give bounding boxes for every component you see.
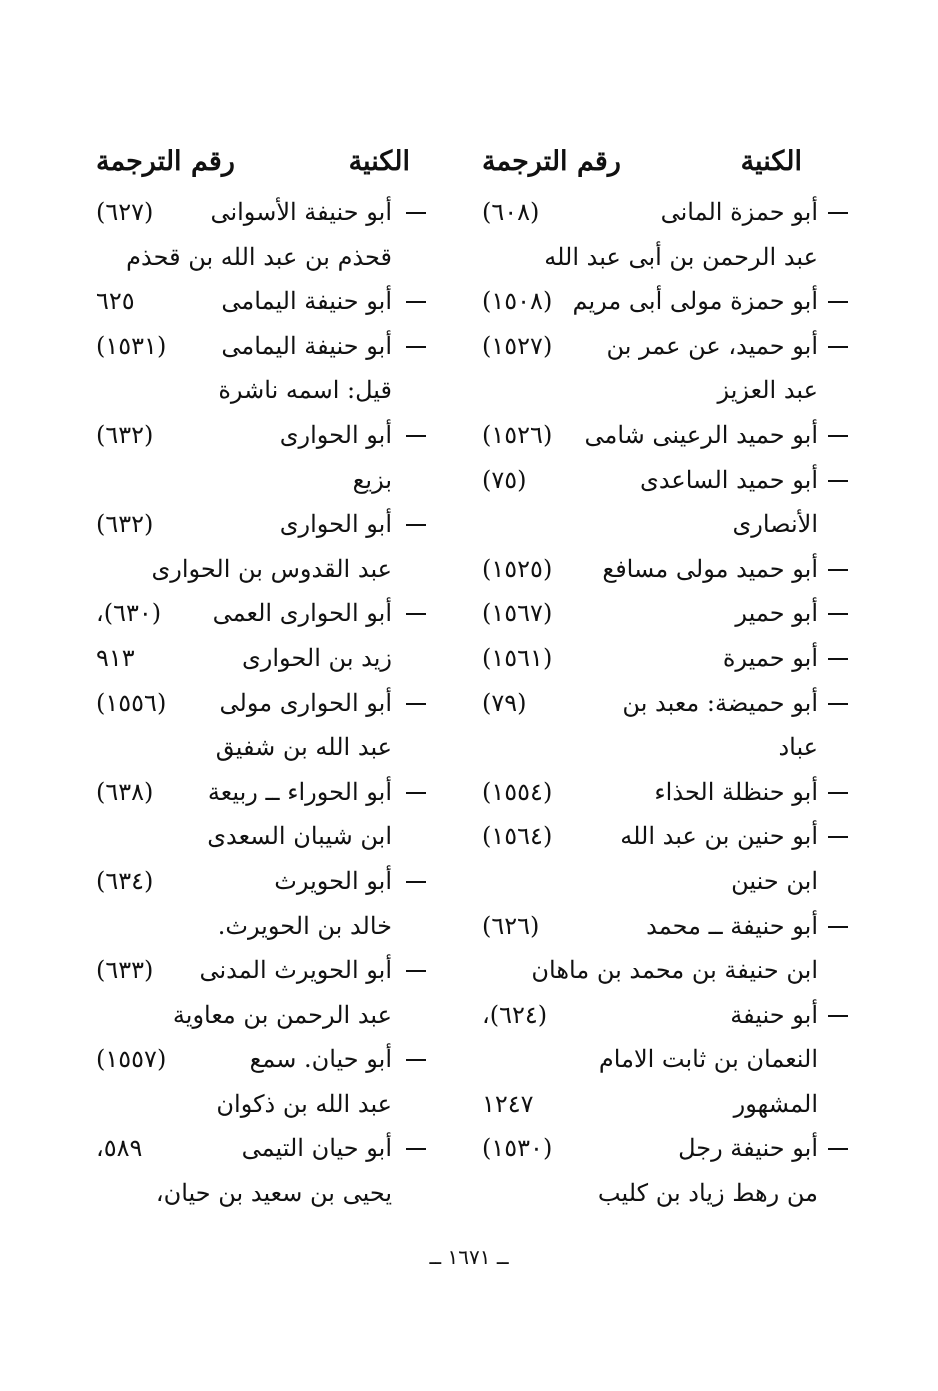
entry-number: (١٥٢٦) [482, 420, 553, 449]
entry-text: عبد الرحمن بن معاوية [172, 1000, 392, 1029]
index-continuation [470, 1082, 850, 1127]
entry-text: زيد بن الحوارى [242, 643, 392, 672]
entry-text: ابن شيبان السعدى [207, 822, 392, 851]
index-entry [470, 591, 850, 636]
index-continuation [78, 368, 428, 413]
header-number: رقم الترجمة [482, 146, 621, 177]
entry-number: (١٥٥٦) [96, 688, 167, 717]
entry-number: (١٥٠٨) [482, 287, 553, 316]
entry-text: المشهور [733, 1089, 818, 1118]
header-number: رقم الترجمة [96, 146, 235, 177]
index-entry [78, 948, 428, 993]
entry-text: أبو الحوارى العمى [212, 599, 392, 628]
entry-number: (٦٣٢) [96, 510, 154, 539]
index-entry [470, 904, 850, 949]
entry-number: (٦٣٣) [96, 956, 154, 985]
entry-text: أبو حنيفة رجل [678, 1134, 818, 1163]
entry-text: بزيع [352, 465, 392, 494]
entry-text: أبو الحويرث المدنى [199, 956, 392, 985]
index-entry [78, 681, 428, 726]
entry-text: عبد العزيز [717, 376, 818, 405]
index-continuation [78, 458, 428, 503]
entry-number: (٦٣٤) [96, 866, 154, 895]
entry-number: ٩١٣ [96, 643, 135, 672]
left-entries [78, 190, 428, 1216]
entry-text: النعمان بن ثابت الامام [598, 1045, 818, 1074]
entry-number: (٦٣٨) [96, 777, 154, 806]
entry-number: (٦٣٠)، [96, 599, 162, 628]
entry-text: عبد القدوس بن الحوارى [151, 554, 392, 583]
index-continuation [78, 1082, 428, 1127]
entry-text: قحذم بن عبد الله بن قحذم [126, 242, 392, 271]
index-entry [470, 1126, 850, 1171]
entry-text: عبد الله بن شفيق [215, 733, 392, 762]
index-continuation [78, 814, 428, 859]
entry-number: (٧٩) [482, 688, 527, 717]
index-entry [78, 279, 428, 324]
entry-number: ٦٢٥ [96, 287, 135, 316]
entry-number: ١٢٤٧ [482, 1089, 534, 1118]
entry-text: أبو الحوارى [279, 510, 392, 539]
entry-text: أبو حمير [735, 599, 818, 628]
entry-text: أبو حنيفة [730, 1000, 818, 1029]
index-entry [470, 324, 850, 369]
entry-number: (١٥٣٠) [482, 1134, 553, 1163]
index-continuation [470, 948, 850, 993]
entry-text: أبو حميد الساعدى [640, 465, 818, 494]
entry-text: ابن حنيفة بن محمد بن ماهان [531, 956, 818, 985]
index-continuation [470, 725, 850, 770]
entry-text: أبو حميرة [722, 643, 818, 672]
index-continuation [78, 547, 428, 592]
index-continuation [470, 502, 850, 547]
entry-text: أبو حنيفة اليمامى [221, 287, 392, 316]
index-continuation [78, 235, 428, 280]
entry-text: عبد الله بن ذكوان [216, 1089, 392, 1118]
entry-text: أبو حيان التيمى [241, 1134, 392, 1163]
index-continuation [78, 904, 428, 949]
index-continuation [470, 368, 850, 413]
index-entry [78, 502, 428, 547]
entry-number: (١٥٥٤) [482, 777, 553, 806]
header-kunya: الكنية [348, 146, 410, 177]
entry-text: أبو حميد، عن عمر بن [606, 331, 818, 360]
index-continuation [470, 235, 850, 280]
index-entry [470, 636, 850, 681]
entry-text: أبو حيان. سمع [249, 1045, 392, 1074]
entry-number: (٦٢٤)، [482, 1000, 548, 1029]
index-entry [78, 190, 428, 235]
index-continuation [470, 1037, 850, 1082]
entry-number: ٥٨٩، [96, 1134, 143, 1163]
index-continuation [78, 993, 428, 1038]
entry-number: (٦٢٧) [96, 198, 154, 226]
entry-number: (٦٢٦) [482, 911, 540, 940]
header-kunya: الكنية [740, 146, 802, 177]
index-continuation [470, 1171, 850, 1216]
index-entry [470, 770, 850, 815]
entry-text: أبو الحويرث [274, 866, 392, 895]
index-entry [78, 859, 428, 904]
entry-text: أبو حنين بن عبد الله [620, 822, 818, 851]
index-entry [470, 413, 850, 458]
index-entry [78, 413, 428, 458]
index-entry [470, 190, 850, 235]
index-entry [78, 591, 428, 636]
entry-text: أبو الحوراء ــ ربيعة [207, 777, 392, 806]
entry-text: قيل: اسمه ناشرة [218, 376, 392, 405]
entry-text: أبو حمزة مولى أبى مريم [572, 287, 818, 316]
index-entry [78, 770, 428, 815]
left-column-header [78, 140, 428, 190]
entry-text: أبو حنيفة اليمامى [221, 331, 392, 360]
entry-number: (١٥٦٤) [482, 822, 553, 851]
entry-text: أبو الحوارى [279, 420, 392, 449]
index-continuation [78, 1171, 428, 1216]
entry-text: أبو حميضة: معبد بن [622, 688, 818, 717]
entry-text: أبو حنيفة ــ محمد [646, 911, 818, 940]
entry-text: خالد بن الحويرث. [217, 911, 392, 940]
index-continuation [470, 859, 850, 904]
entry-number: (٦٠٨) [482, 198, 540, 226]
index-entry [470, 681, 850, 726]
page-number: ــ ١٦٧١ ــ [429, 1245, 509, 1269]
entry-text: يحيى بن سعيد بن حيان، [155, 1179, 392, 1208]
entry-text: أبو حنظلة الحذاء [654, 777, 818, 806]
index-entry [470, 547, 850, 592]
entry-text: عبد الرحمن بن أبى عبد الله [544, 242, 818, 271]
entry-number: (١٥٦٧) [482, 599, 553, 628]
entry-text: عباد [778, 733, 818, 762]
entry-text: أبو حميد الرعينى شامى [584, 420, 818, 449]
entry-number: (٦٣٢) [96, 420, 154, 449]
index-entry [470, 814, 850, 859]
entry-number: (١٥٢٧) [482, 331, 553, 360]
entry-text: ابن حنين [731, 866, 818, 895]
entry-number: (٧٥) [482, 465, 527, 494]
index-entry [78, 1037, 428, 1082]
right-entries [470, 190, 850, 1216]
index-entry [78, 324, 428, 369]
entry-text: من رهط زياد بن كليب [597, 1179, 818, 1208]
index-continuation [78, 725, 428, 770]
index-continuation [78, 636, 428, 681]
entry-text: أبو حمزة المانى [660, 198, 818, 226]
entry-text: الأنصارى [732, 510, 818, 539]
entry-text: أبو الحوارى مولى [219, 688, 392, 717]
index-entry [470, 279, 850, 324]
index-entry [470, 458, 850, 503]
entry-number: (١٥٦١) [482, 643, 553, 672]
right-column-header [470, 140, 850, 190]
index-entry [78, 1126, 428, 1171]
index-entry [470, 993, 850, 1038]
right-column [470, 140, 850, 1216]
entry-number: (١٥٥٧) [96, 1045, 167, 1074]
entry-number: (١٥٢٥) [482, 554, 553, 583]
left-column [78, 140, 428, 1216]
entry-text: أبو حميد مولى مسافع [602, 554, 818, 583]
entry-number: (١٥٣١) [96, 331, 167, 360]
entry-text: أبو حنيفة الأسوانى [210, 198, 392, 226]
